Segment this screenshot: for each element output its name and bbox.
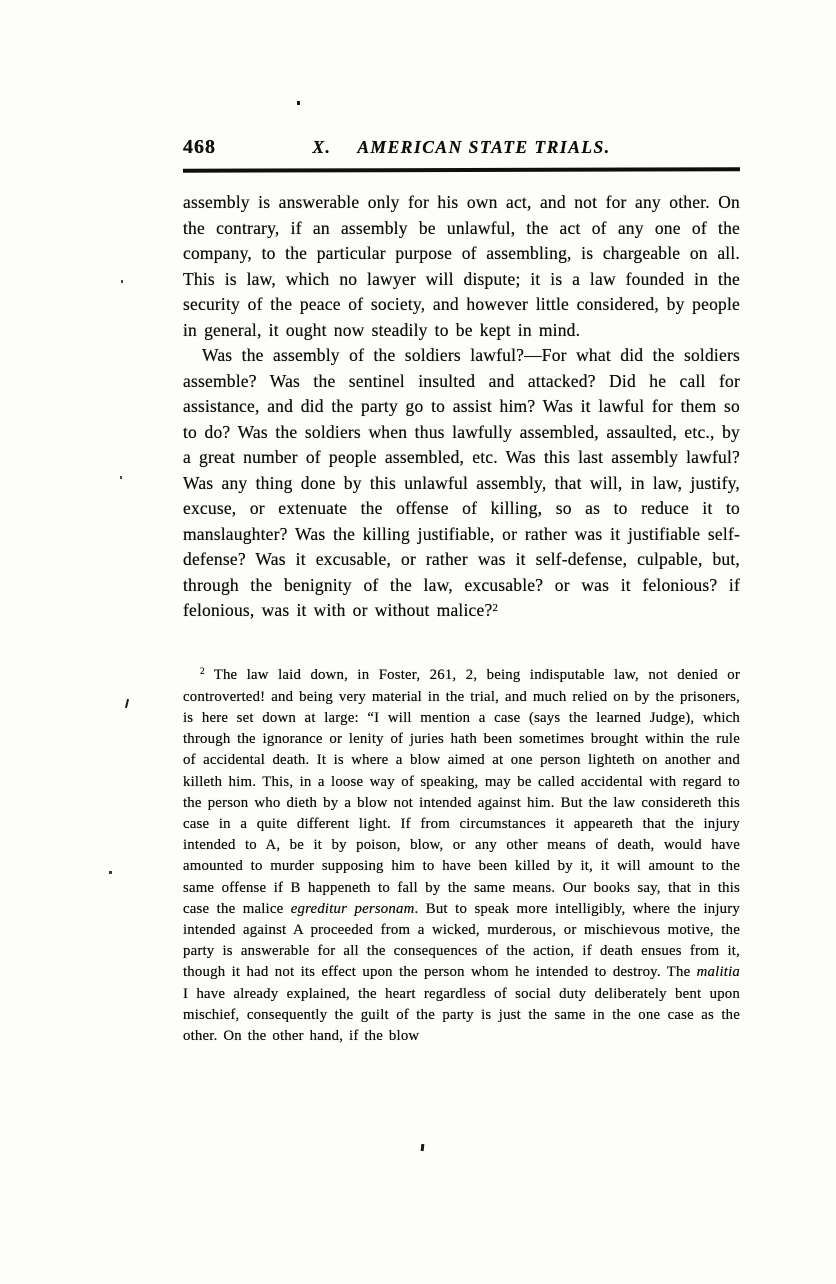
scan-speck <box>421 1144 425 1151</box>
scan-speck <box>121 280 123 283</box>
main-text <box>183 190 740 627</box>
scan-speck <box>120 476 122 479</box>
section-number: X. <box>312 137 332 157</box>
paragraph-questions: Was the assembly of the soldiers lawful?—For what did the soldiers assemble? Was the sentinel insulted and attacked? Did he call for assistance, and did the party go to assist him? Was it lawful for them so to do? Was the soldiers when thus lawfully assembled, assaulted, etc., by a great number of people assembled, etc. Was this last assembly lawful? Was any thing done by this unlawful assembly, that will, in law, justify, excuse, or extenuate the offense of killing, so as to reduce it to manslaughter? Was the killing justifiable, or rather was it justifiable self-defense? Was it excusable, or rather was it self-defense, culpable, but, through the benignity of the law, excusable? or was it felonious? if felonious, was it with or without malice?$^2$ <box>183 345 740 620</box>
scan-speck <box>109 871 112 874</box>
scan-speck <box>125 699 129 708</box>
text-column <box>183 136 740 1047</box>
page-number: 468 <box>183 136 216 158</box>
footnote-paragraph: $^2$ The law laid down, in Foster, 261, 2, being indisputable law, not denied or controverted! and being very material in the trial, and much relied on by the prisoners, is here set down at large: “I will mention a case (says the learned Judge), which through the ignorance or lenity of juries hath been sometimes brought within the rule of accidental death. It is where a blow aimed at one person lighteth on another and killeth him. This, in a loose way of speaking, may be called accidental with regard to the person who dieth by a blow not intended against him. But the law considereth this case in a quite different light. If from circumstances it appeareth that the injury intended to A, be it by poison, blow, or any other means of death, would have amounted to murder supposing him to have been killed by it, it will amount to the same offense if B happeneth to fall by the same means. Our books say, that in this case the malice egreditur personam. But to speak more intelligibly, where the injury intended against A proceeded from a wicked, murderous, or mischievous motive, the party is answerable for all the consequences of the action, if death ensues from it, though it had not its effect upon the person whom he intended to destroy. The malitia I have already explained, the heart regardless of social duty deliberately bent upon mischief, consequently the guilt of the party is just the same in the one case as the other. On the other hand, if the blow <box>183 666 740 1044</box>
running-title-text: AMERICAN STATE TRIALS. <box>357 137 611 157</box>
paragraph-continuation: assembly is answerable only for his own act, and not for any other. On the contrary, if an assembly be unlawful, the act of any one of the company, to the particular purpose of assembling, is chargeable on all. This is law, which no lawyer will dispute; it is a law founded in the security of the peace of society, and however little considered, by people in general, it ought now steadily to be kept in mind. <box>183 192 740 340</box>
footnote-section <box>183 665 740 1048</box>
running-title <box>183 137 740 158</box>
scan-speck <box>297 101 300 105</box>
page-header <box>183 136 740 166</box>
header-rule <box>183 167 740 172</box>
